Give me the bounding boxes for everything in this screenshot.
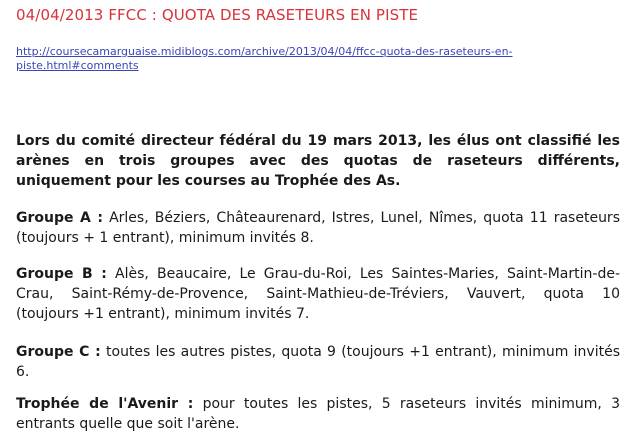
- source-link-line-2[interactable]: piste.html#comments: [16, 59, 139, 72]
- groupe-c-text-1: toutes les autres pistes, quota 9 (toujours +1 entrant), minimum invités: [100, 344, 620, 360]
- groupe-b-paragraph: [16, 264, 620, 324]
- groupe-b-line-1: [16, 264, 620, 284]
- groupe-b-line-3: (toujours +1 entrant), minimum invités 7.: [16, 306, 310, 322]
- trophee-label: Trophée de l'Avenir :: [16, 396, 194, 412]
- groupe-c-label: Groupe C :: [16, 344, 101, 360]
- article-title: 04/04/2013 FFCC : QUOTA DES RASETEURS EN PISTE: [16, 6, 419, 24]
- groupe-b-text-1: Alès, Beaucaire, Le Grau-du-Roi, Les Saintes-Maries, Saint-Martin-de-: [106, 266, 620, 282]
- intro-line-1: Lors du comité directeur fédéral du 19 mars 2013, les élus ont classifié les: [16, 133, 620, 149]
- groupe-a-line-1: [16, 208, 620, 228]
- source-link-line-1[interactable]: http://coursecamarguaise.midiblogs.com/archive/2013/04/04/ffcc-quota-des-raseteurs-en-: [16, 45, 513, 58]
- intro-paragraph: [16, 131, 620, 191]
- groupe-c-line-2: 6.: [16, 364, 30, 380]
- trophee-text-1: pour toutes les pistes, 5 raseteurs invités minimum, 3: [193, 396, 620, 412]
- groupe-a-paragraph: [16, 208, 620, 248]
- groupe-a-label: Groupe A :: [16, 210, 103, 226]
- groupe-c-paragraph: [16, 342, 620, 382]
- groupe-b-label: Groupe B :: [16, 266, 107, 282]
- groupe-a-line-2: (toujours + 1 entrant), minimum invités 8.: [16, 230, 314, 246]
- trophee-line-2: entrants quelle que soit l'arène.: [16, 416, 240, 432]
- groupe-b-line-2: Crau, Saint-Rémy-de-Provence, Saint-Mathieu-de-Tréviers, Vauvert, quota 10: [16, 286, 620, 302]
- groupe-c-line-1: [16, 342, 620, 362]
- intro-line-3: uniquement pour les courses au Trophée des As.: [16, 173, 401, 189]
- groupe-a-text-1: Arles, Béziers, Châteaurenard, Istres, Lunel, Nîmes, quota 11 raseteurs: [102, 210, 620, 226]
- source-link[interactable]: [16, 45, 556, 73]
- trophee-avenir-paragraph: [16, 394, 620, 434]
- intro-line-2: arènes en trois groupes avec des quotas de raseteurs différents,: [16, 153, 620, 169]
- trophee-line-1: [16, 394, 620, 414]
